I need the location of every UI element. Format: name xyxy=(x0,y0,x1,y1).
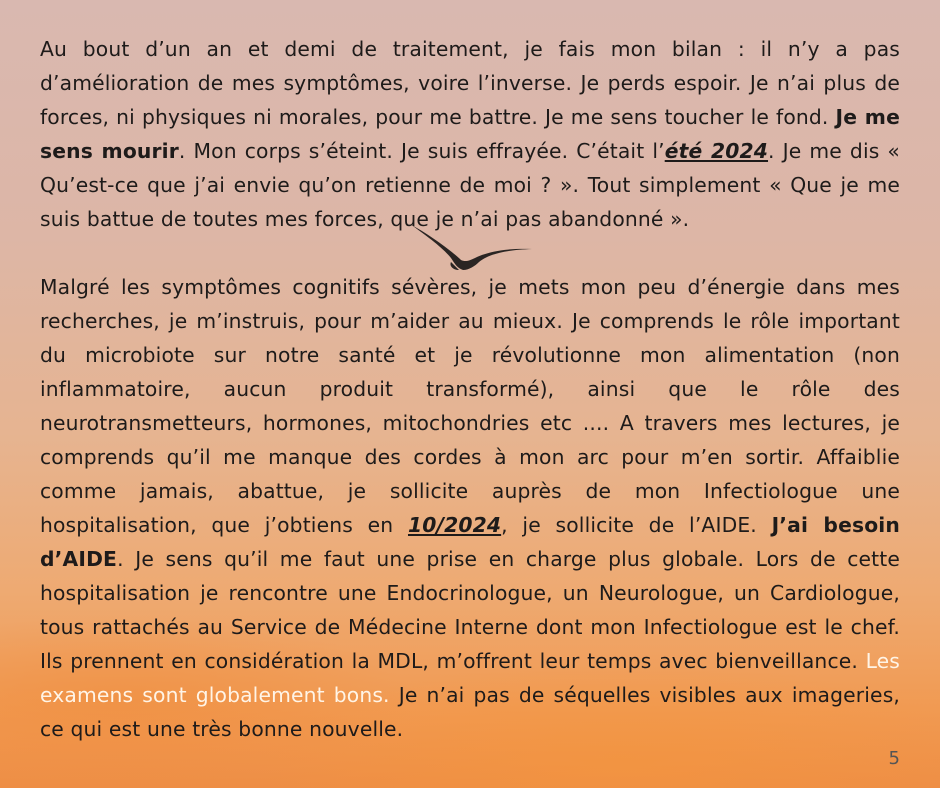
page-content xyxy=(40,32,900,746)
p2-text-1: Malgré les symptômes cognitifs sévères, je mets mon peu d’énergie dans mes recherches, je m’instruis, pour m’aider au mieux. Je comprends le rôle important du microbiote sur notre santé et je révolutionne mon alimentation (non inflammatoire, aucun produit transformé), ainsi que le rôle des neurotransmetteurs, hormones, mitochondries etc .... A travers mes lectures, je comprends qu’il me manque des cordes à mon arc pour m’en sortir. Affaiblie comme jamais, abattue, je sollicite auprès de mon Infectiologue une hospitalisation, que j’obtiens en xyxy=(40,275,900,537)
bird-silhouette-icon xyxy=(405,218,535,278)
p2-text-4: Je n’ai pas de séquelles visibles aux imageries, ce qui est une très bonne nouvelle. xyxy=(40,683,901,741)
p2-bold-phrase: J’ai besoin d’AIDE xyxy=(40,513,900,571)
paragraph-1 xyxy=(40,32,900,236)
paragraph-2 xyxy=(40,270,900,746)
p1-text-1: Au bout d’un an et demi de traitement, je fais mon bilan : il n’y a pas d’amélioration de mes symptômes, voire l’inverse. Je perds espoir. Je n’ai plus de forces, ni physiques ni morales, pour me battre. Je me sens toucher le fond. xyxy=(40,37,900,129)
p1-date: été 2024 xyxy=(664,139,769,163)
p1-bold-phrase: Je me sens mourir xyxy=(40,105,900,163)
p1-text-3: . Je me dis « Qu’est-ce que j’ai envie qu’on retienne de moi ? ». Tout simplement « Que je me suis battue de toutes mes forces, que je n’ai pas abandonné ». xyxy=(40,139,900,231)
p2-highlight: Les examens sont globalement bons. xyxy=(40,649,900,707)
p2-date: 10/2024 xyxy=(407,513,502,537)
p2-text-3: . Je sens qu’il me faut une prise en charge plus globale. Lors de cette hospitalisation je rencontre une Endocrinologue, un Neurologue, un Cardiologue, tous rattachés au Service de Médecine Interne dont mon Infectiologue est le chef. Ils prennent en considération la MDL, m’offrent leur temps avec bienveillance. xyxy=(40,547,900,673)
p1-text-2: . Mon corps s’éteint. Je suis effrayée. C’était l’ xyxy=(178,139,665,163)
page-number: 5 xyxy=(888,748,900,769)
p2-text-2: , je sollicite de l’AIDE. xyxy=(501,513,772,537)
